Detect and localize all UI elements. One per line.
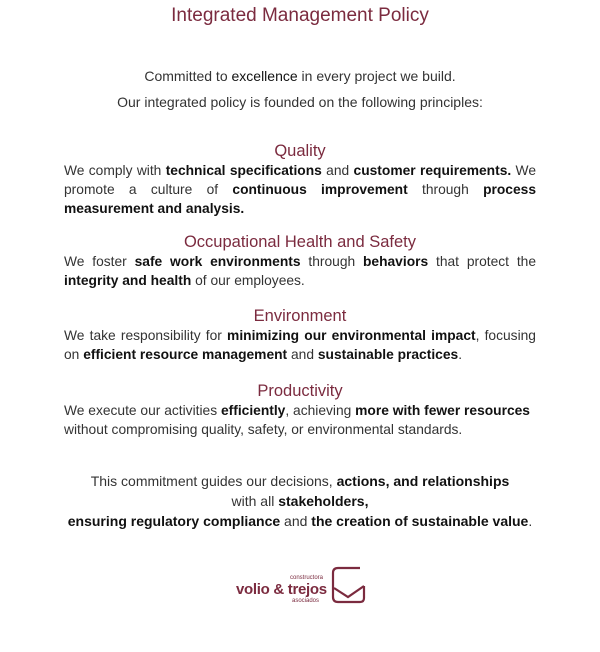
text: through <box>407 182 484 197</box>
section-text <box>64 326 536 364</box>
bold-text: actions, and relationships <box>336 473 510 489</box>
closing-line-1 <box>0 471 600 491</box>
closing-line-3 <box>0 511 600 531</box>
text: with all <box>231 493 279 509</box>
text: . <box>528 513 533 529</box>
intro-line-2: Our integrated policy is founded on the following principles: <box>117 94 483 110</box>
bold-text: minimizing our environmental impact <box>227 328 476 343</box>
section-heading: Occupational Health and Safety <box>183 233 417 251</box>
section-quality <box>64 141 536 218</box>
section-text <box>64 252 536 290</box>
bold-text: stakeholders, <box>278 493 369 509</box>
text: and <box>287 347 318 362</box>
closing-line-2 <box>0 491 600 511</box>
bold-text: integrity and health <box>64 273 192 288</box>
text: , focusing on <box>64 328 536 362</box>
text: We promote a culture of <box>64 163 536 197</box>
text: that protect the <box>428 254 537 269</box>
text: We take responsibility for <box>64 328 228 343</box>
section-health-safety <box>64 232 536 290</box>
company-logo <box>234 564 366 608</box>
bold-text: sustainable practices <box>317 347 459 362</box>
text: through <box>300 254 363 269</box>
bold-text: more with fewer resources <box>355 403 530 418</box>
text: and <box>280 513 312 529</box>
bold-text: ensuring regulatory compliance <box>67 513 281 529</box>
intro-bold: excellence <box>231 68 298 84</box>
logo-bottom-text: asociados <box>292 598 320 604</box>
bold-text: process measurement and analysis. <box>64 182 536 216</box>
text: We comply with <box>64 163 166 178</box>
bold-text: safe work environments <box>134 254 301 269</box>
intro-text: in every project we build. <box>297 68 456 84</box>
intro-line-1 <box>0 63 600 89</box>
section-text <box>64 161 536 218</box>
section-heading: Productivity <box>257 382 343 400</box>
bold-text: the creation of sustainable value <box>311 513 529 529</box>
bold-text: behaviors <box>362 254 429 269</box>
bold-text: efficient resource management <box>83 347 288 362</box>
text: We foster <box>64 254 135 269</box>
text: We execute our activities <box>64 403 221 418</box>
bold-text: continuous improvement <box>232 182 408 197</box>
text: and <box>321 163 354 178</box>
text: This commitment guides our decisions, <box>90 473 337 489</box>
intro <box>0 63 600 115</box>
bold-text: technical specifications <box>165 163 322 178</box>
text: of our employees. <box>191 273 305 288</box>
logo-mark-icon <box>330 564 366 606</box>
bold-text: customer requirements. <box>353 163 512 178</box>
intro-text: Committed to <box>144 68 232 84</box>
section-heading: Quality <box>274 142 326 160</box>
section-heading: Environment <box>253 307 347 325</box>
text: . <box>458 347 463 362</box>
section-productivity <box>64 381 536 439</box>
text: , achieving <box>285 403 356 418</box>
logo-top-text: constructora <box>290 575 324 581</box>
logo-name: volio & trejos <box>236 581 327 598</box>
bold-text: efficiently <box>220 403 286 418</box>
section-environment <box>64 306 536 364</box>
page-title: Integrated Management Policy <box>171 5 429 26</box>
closing-statement <box>0 471 600 531</box>
text: without compromising quality, safety, or environmental standards. <box>64 422 463 437</box>
section-text <box>64 401 536 439</box>
